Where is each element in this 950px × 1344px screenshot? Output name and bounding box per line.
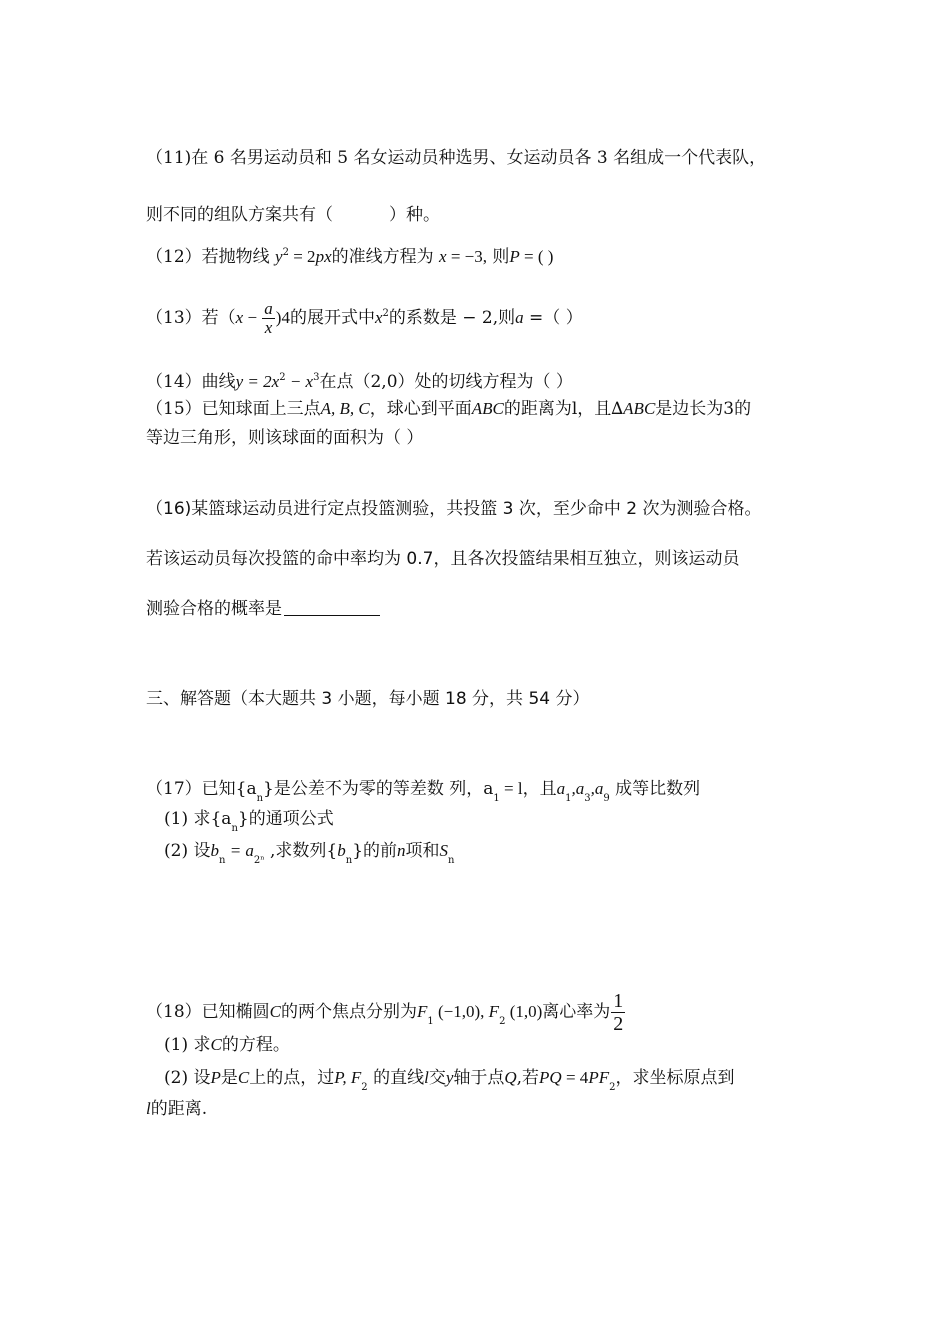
q18-part2-line2	[146, 1097, 207, 1121]
q17-p2-esub: n	[345, 855, 353, 866]
q12-exp: 2	[282, 247, 289, 258]
q18-b: 的两个焦点分别为	[280, 1002, 417, 1022]
q15-d: 是边长为3的	[655, 399, 752, 419]
q18-p2-b: 是	[220, 1068, 238, 1088]
q17-part1	[164, 807, 334, 841]
q18-p2-i: ，求坐标原点到	[615, 1068, 735, 1088]
q18-p2-PF-sub: 2	[361, 1082, 368, 1093]
q18-part1	[164, 1033, 290, 1057]
q15-abc2: ABC	[623, 399, 656, 418]
q12-x: x	[439, 247, 447, 266]
q18-F2: F	[488, 1002, 500, 1021]
q13-frac-num: a	[264, 299, 273, 318]
q18-p2-g: ,若	[516, 1068, 540, 1088]
q14-prefix: （14）曲线	[146, 372, 236, 392]
q16-line2: 若该运动员每次投篮的命中率均为 0.7，且各次投篮结果相互独立，则该运动员	[146, 549, 740, 569]
q17-p2-bsub: n	[218, 855, 226, 866]
q12-P: P	[509, 247, 520, 266]
q11-text-a: 则不同的组队方案共有（	[146, 205, 333, 225]
q17-p2-S: S	[439, 841, 449, 860]
q18-p2-h: = 4	[561, 1068, 589, 1087]
q17-p2-Ssub: n	[448, 855, 455, 866]
q14-expr: y = 2x	[235, 372, 280, 391]
q13-end: =（ ）	[523, 308, 583, 328]
q12-mid: 的准线方程为	[331, 247, 440, 267]
q17-e-sub: 1	[565, 793, 572, 804]
q17-line1	[146, 777, 700, 811]
q17-g-sub: 9	[603, 793, 610, 804]
q17-e: a	[556, 779, 566, 798]
q11-line2	[146, 203, 440, 227]
q18-a: （18）已知椭圆	[146, 1002, 270, 1022]
q17-c: a	[483, 779, 494, 799]
q12-y: y	[275, 247, 283, 266]
q13-x2: x	[374, 308, 383, 327]
q12-prefix: （12）若抛物线	[146, 247, 276, 267]
q15-c: 的距离为l，且∆	[503, 399, 624, 419]
q17-a-sub: n	[256, 793, 264, 804]
q18-frac-den: 2	[613, 1013, 624, 1035]
q13-mid2: 的系数是 − 2,则	[388, 308, 516, 328]
q13-x2-exp: 2	[382, 308, 389, 319]
q17-f: ,a	[571, 779, 585, 798]
q18-p2-a: (2) 设	[164, 1068, 211, 1088]
q13-line	[146, 300, 583, 337]
q18-p2-c: 上的点，过	[249, 1068, 335, 1088]
q18-C: C	[269, 1002, 281, 1021]
q17-p2-f: }的前	[352, 841, 398, 861]
q15-a: （15）已知球面上三点	[146, 399, 321, 419]
q14-line	[146, 366, 573, 394]
q15-line2: 等边三角形，则该球面的面积为（ ）	[146, 428, 424, 448]
q18-F2-val: (1,0)	[505, 1002, 543, 1021]
q14-suffix: 在点（2,0）处的切线方程为（ ）	[319, 372, 573, 392]
q18-p2-C: C	[237, 1068, 250, 1087]
q12-then: 则	[487, 247, 510, 267]
q18-c: 离心率为	[542, 1002, 611, 1022]
q18-p1-b: 的方程。	[221, 1035, 290, 1055]
q18-line1	[146, 990, 626, 1035]
q12-val: = −3,	[446, 247, 487, 266]
q18-p2-PQ: PQ	[539, 1068, 562, 1087]
q13-fraction	[262, 300, 275, 337]
q18-p1-C: C	[210, 1035, 222, 1054]
q15-abc: ABC	[471, 399, 504, 418]
q13-minus: −	[243, 308, 262, 327]
q17-p2-csub: 2ⁿ	[253, 855, 265, 866]
q18-p2-Q: Q	[504, 1068, 517, 1087]
q13-x: x	[235, 308, 244, 327]
q15-line1	[146, 397, 751, 421]
q18-p2-PF: P, F	[334, 1068, 362, 1087]
q18-part2	[164, 1066, 734, 1100]
q18-fraction	[611, 990, 625, 1035]
q18-p2-f: 轴于点	[453, 1068, 505, 1088]
q13-prefix: （13）若（	[146, 308, 236, 328]
q12-eq: = 2	[288, 247, 316, 266]
q17-d: = l，且	[499, 779, 557, 798]
q18-F1: F	[416, 1002, 428, 1021]
q17-p1-a: (1) 求{a	[164, 809, 232, 829]
q17-p2-d: ,求数列{	[264, 841, 338, 861]
q17-p2-n: n	[397, 841, 406, 860]
q17-p2-b: b	[210, 841, 219, 860]
q14-minus: − x	[285, 372, 314, 391]
q11-line1: （11)在 6 名男运动员和 5 名女运动员种选男、女运动员各 3 名组成一个代表队，	[146, 148, 767, 168]
q18-p2-l2: l	[146, 1099, 151, 1118]
q17-p2-g: 项和	[405, 841, 440, 861]
q17-h: 成等比数列	[609, 779, 701, 799]
q18-p2-PF2-sub: 2	[609, 1082, 616, 1093]
q11-text-b: ）种。	[389, 205, 440, 225]
q12-px: px	[315, 247, 332, 266]
q17-p2-a: (2) 设	[164, 841, 211, 861]
q17-a: （17）已知{a	[146, 779, 257, 799]
q16-text: 测验合格的概率是	[146, 599, 282, 619]
q18-p2-line2-text: 的距离.	[150, 1099, 208, 1119]
q18-p2-d: 的直线	[367, 1068, 425, 1088]
q17-p2-c: = a	[225, 841, 254, 860]
q18-p2-y: y	[445, 1068, 454, 1087]
q14-e2: 3	[313, 372, 320, 383]
q18-frac-num: 1	[613, 990, 624, 1012]
q18-F2-sub: 2	[499, 1016, 506, 1027]
q17-p2-e: b	[337, 841, 346, 860]
q18-p2-P: P	[210, 1068, 221, 1087]
q17-g: ,a	[590, 779, 604, 798]
q18-p2-l: l	[424, 1068, 429, 1087]
q13-a: a	[515, 308, 524, 327]
q18-p2-e: 交	[428, 1068, 446, 1088]
q16-answer-blank[interactable]	[284, 597, 380, 616]
q17-p1-b: }的通项公式	[237, 809, 334, 829]
q15-b: ，球心到平面	[369, 399, 472, 419]
q14-e1: 2	[279, 372, 286, 383]
q12-line	[146, 241, 553, 269]
q17-c-sub: 1	[493, 793, 500, 804]
q18-F1-sub: 1	[427, 1016, 434, 1027]
q18-p1-a: (1) 求	[164, 1035, 211, 1055]
q18-p2-PF2: PF	[588, 1068, 610, 1087]
q18-F1-val: (−1,0),	[433, 1002, 489, 1021]
q13-mid: 的展开式中	[289, 308, 375, 328]
q16-line1: （16)某篮球运动员进行定点投篮测验，共投篮 3 次，至少命中 2 次为测验合格。	[146, 499, 762, 519]
q13-pow: )4	[275, 308, 290, 327]
q17-part2	[164, 839, 454, 873]
q12-end: = ( )	[519, 247, 554, 266]
q15-pts: A, B, C	[320, 399, 370, 418]
q17-b: }是公差不为零的等差数 列，	[263, 779, 484, 799]
q16-line3	[146, 597, 380, 621]
q17-p1-sub: n	[231, 823, 238, 834]
section3-heading: 三、解答题（本大题共 3 小题，每小题 18 分，共 54 分）	[146, 689, 590, 709]
q17-f-sub: 3	[584, 793, 591, 804]
q13-frac-den: x	[264, 318, 273, 337]
